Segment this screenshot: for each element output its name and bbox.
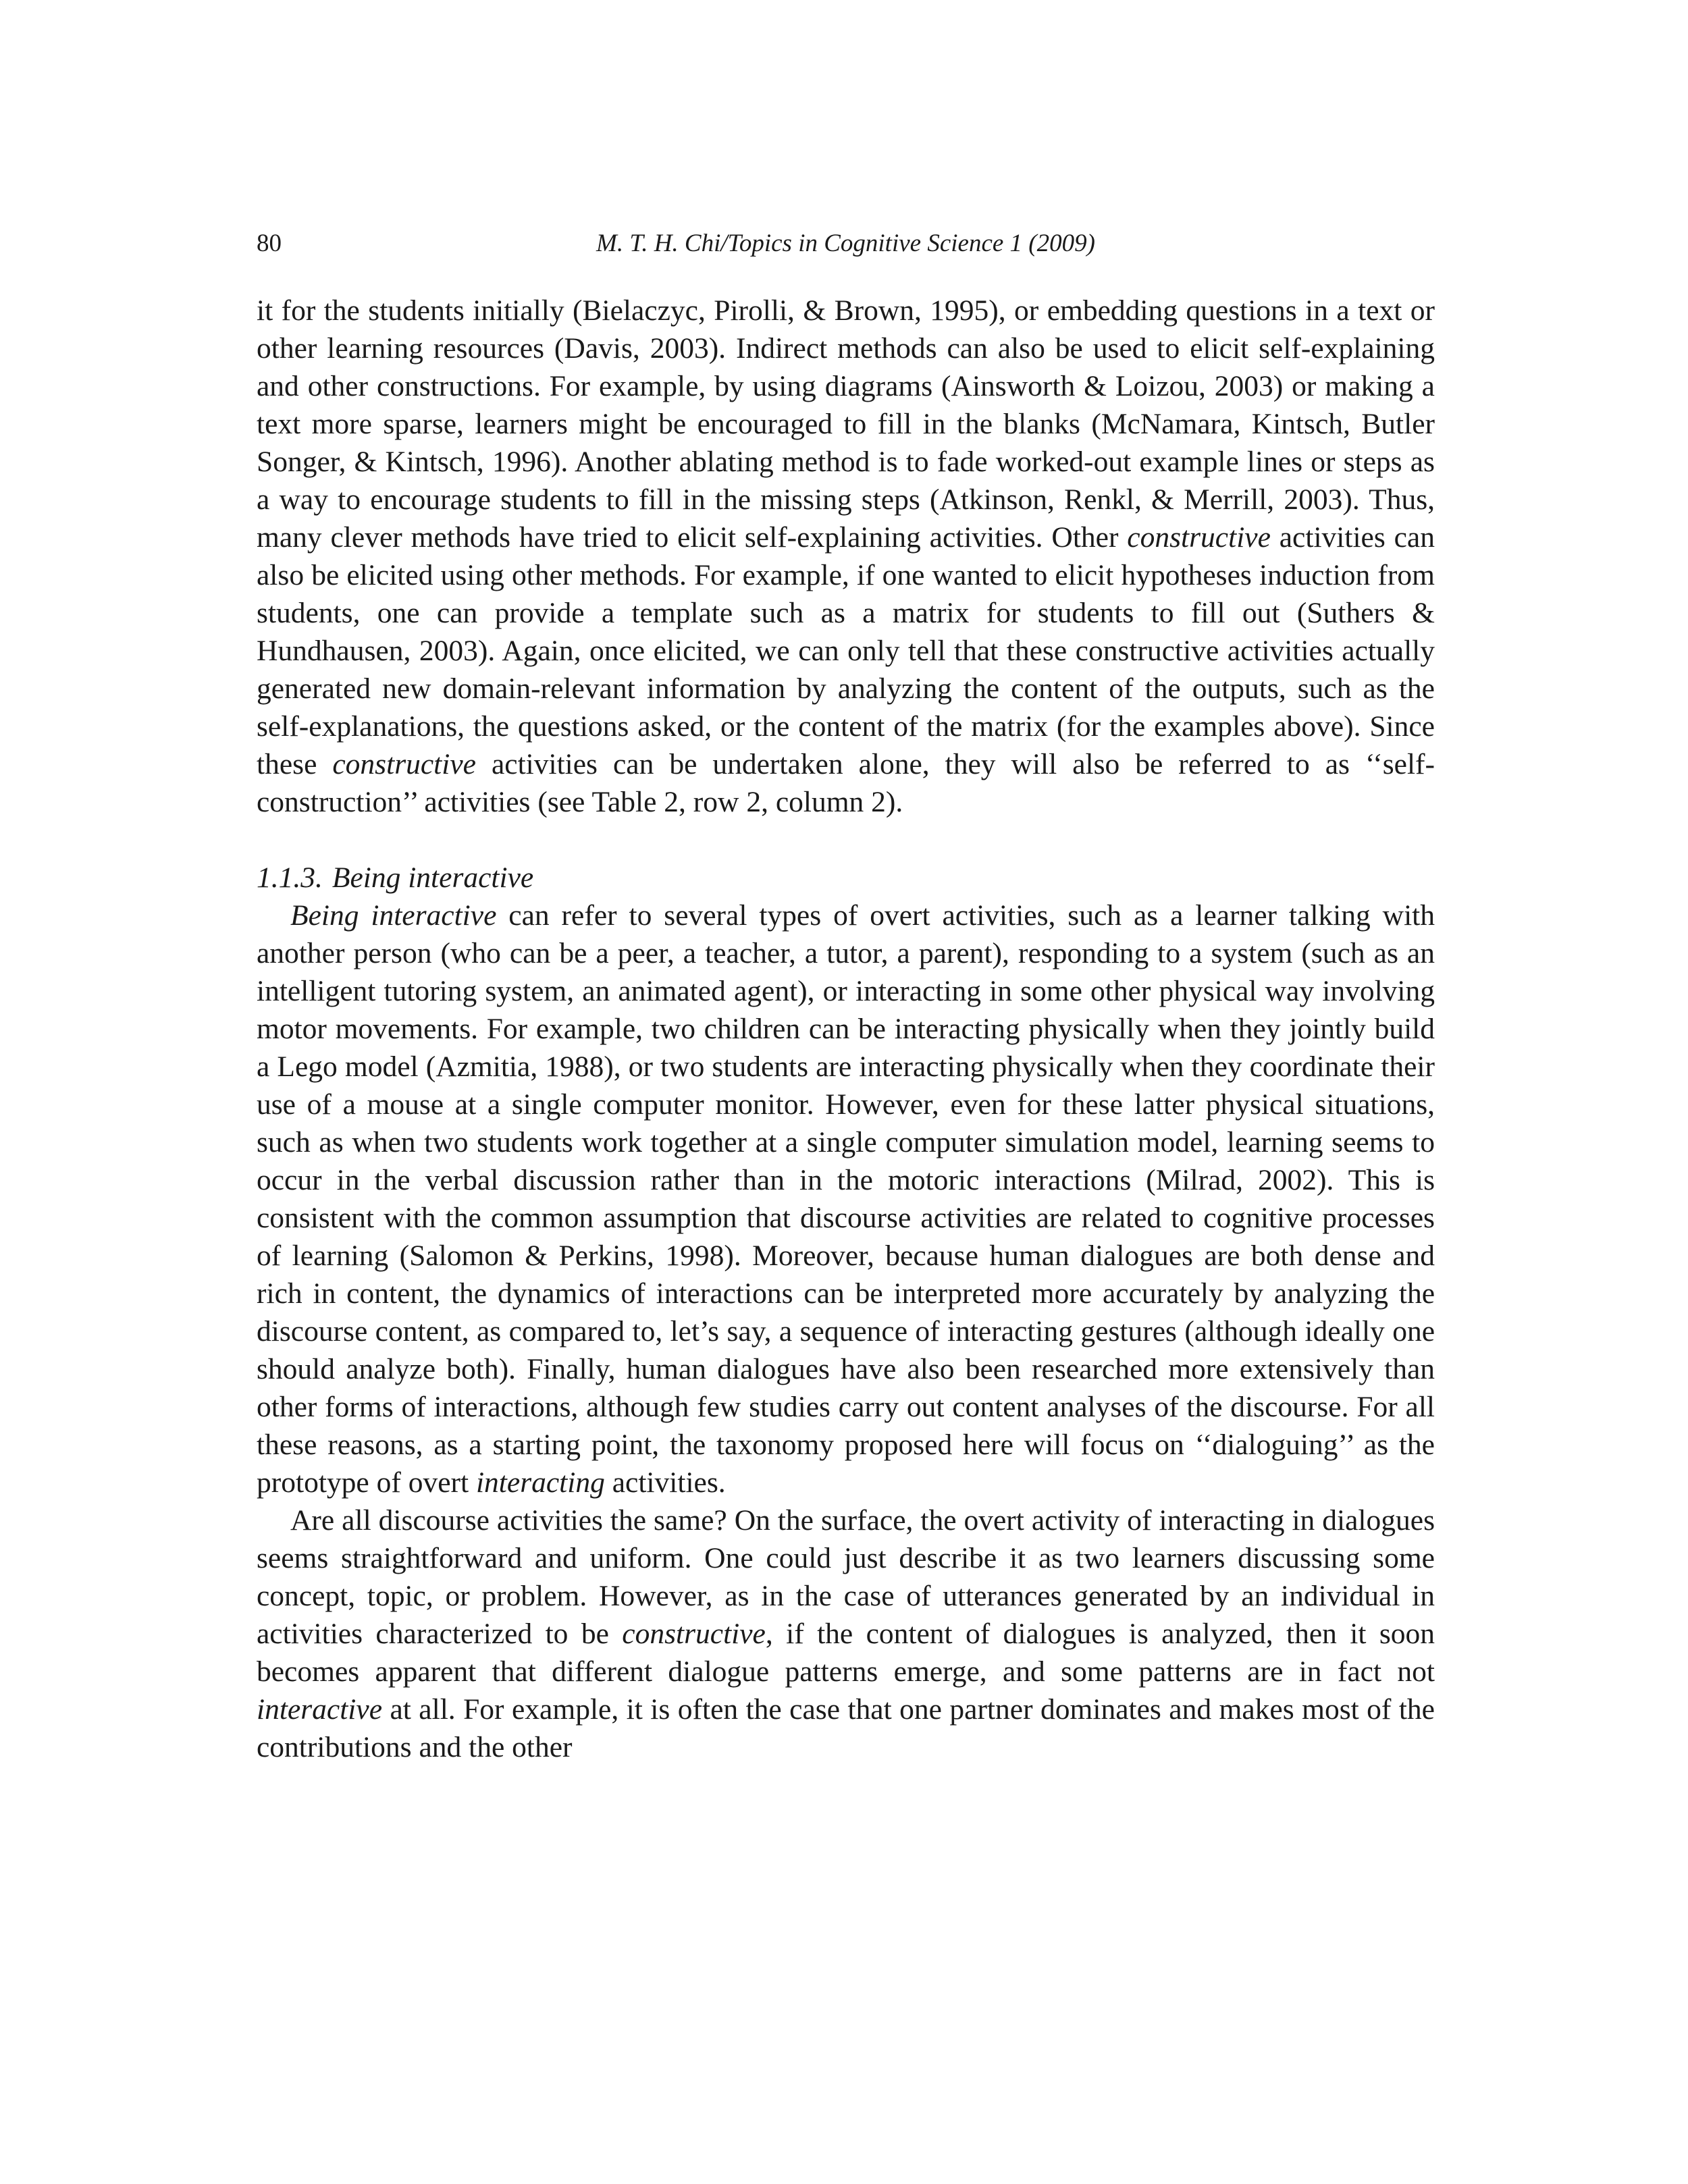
text-run: at all. For example, it is often the case that one partner dominates and makes most of the contributions and the other (257, 1693, 1435, 1763)
text-run: activities can also be elicited using other methods. For example, if one wanted to elicit hypotheses induction from students, one can provide a template such as a matrix for students to fill out (Suthers & Hundhausen, 2003). Again, once elicited, we can only tell that these constructive activities actually generated new domain-relevant information by analyzing the content of the outputs, such as the self-explanations, the questions asked, or the content of the matrix (for the examples above). Since these (257, 521, 1435, 780)
emphasis-term: Being interactive (290, 899, 497, 932)
section-title: Being interactive (332, 861, 534, 894)
emphasis-term: constructive (622, 1618, 766, 1650)
section-heading (257, 859, 1435, 897)
text-run: it for the students initially (Bielaczyc, Pirolli, & Brown, 1995), or embedding questions in a text or other learning resources (Davis, 2003). Indirect methods can also be used to elicit self-explaining and other constructions. For example, by using diagrams (Ainsworth & Loizou, 2003) or making a text more sparse, learners might be encouraged to fill in the blanks (McNamara, Kintsch, Butler Songer, & Kintsch, 1996). Another ablating method is to fade worked-out example lines or steps as a way to encourage students to fill in the missing steps (Atkinson, Renkl, & Merrill, 2003). Thus, many clever methods have tried to elicit self-explaining activities. Other (257, 294, 1435, 554)
text-run: can refer to several types of overt activities, such as a learner talking with another person (who can be a peer, a teacher, a tutor, a parent), responding to a system (such as an intelligent tutoring system, an animated agent), or interacting in some other physical way involving motor movements. For example, two children can be interacting physically when they jointly build a Lego model (Azmitia, 1988), or two students are interacting physically when they coordinate their use of a mouse at a single computer monitor. However, even for these latter physical situations, such as when two students work together at a single computer simulation model, learning seems to occur in the verbal discussion rather than in the motoric interactions (Milrad, 2002). This is consistent with the common assumption that discourse activities are related to cognitive processes of learning (Salomon & Perkins, 1998). Moreover, because human dialogues are both dense and rich in content, the dynamics of interactions can be interpreted more accurately by analyzing the discourse content, as compared to, let’s say, a sequence of interacting gestures (although ideally one should analyze both). Finally, human dialogues have also been researched more extensively than other forms of interactions, although few studies carry out content analyses of the discourse. For all these reasons, as a starting point, the taxonomy proposed here will focus on ‘‘dialoguing’’ as the prototype of overt (257, 899, 1435, 1499)
page-number: 80 (257, 230, 282, 257)
emphasis-term: interacting (475, 1466, 605, 1499)
emphasis-term: constructive (332, 748, 476, 780)
journal-reference: M. T. H. Chi/Topics in Cognitive Science 1 (2009) (596, 230, 1095, 257)
paragraph-being-interactive (257, 897, 1435, 1501)
paragraph-constructive-methods (257, 292, 1435, 821)
section-number: 1.1.3. (257, 861, 323, 894)
text-run: , if the content of dialogues is analyzed, then it soon becomes apparent that different dialogue patterns emerge, and some patterns are in fact not (257, 1618, 1435, 1688)
text-run: activities can be undertaken alone, they will also be referred to as ‘‘self-construction’’ activities (see Table 2, row 2, column 2). (257, 748, 1435, 818)
running-header (257, 227, 1435, 261)
emphasis-term: interactive (257, 1693, 383, 1726)
text-run: Are all discourse activities the same? On the surface, the overt activity of interacting in dialogues seems straightforward and uniform. One could just describe it as two learners discussing some concept, topic, or problem. However, as in the case of utterances generated by an individual in activities characterized to be (257, 1504, 1435, 1650)
body-text (257, 292, 1435, 1766)
text-run: activities. (604, 1466, 726, 1499)
emphasis-term: constructive (1127, 521, 1271, 554)
paragraph-discourse-activities (257, 1501, 1435, 1766)
